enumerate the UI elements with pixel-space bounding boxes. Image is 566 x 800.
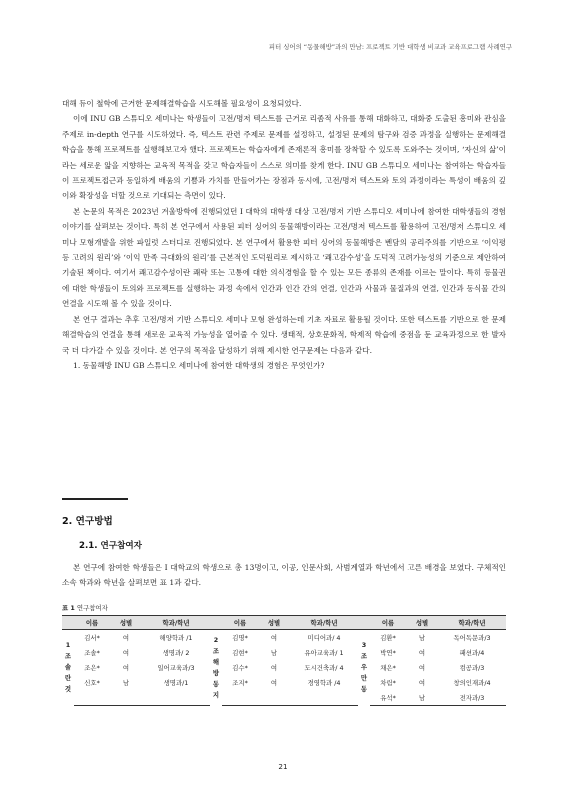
table-row [62,675,506,690]
body-paragraph: 대해 듀이 철학에 근거한 문제해결학습을 시도해볼 필요성이 요청되었다. [62,99,302,108]
participant-dept: 일어교육과/3 [157,664,195,672]
col-header-gender: 성별 [110,616,142,630]
group-label-char: 지 [212,690,220,699]
section-heading: 2. 연구방법 [62,516,113,527]
body-paragraph: 본 연구 결과는 추후 고전/명저 기반 스튜디오 세미나 모형 완성하는데 기초 자료로 활용될 것이다. 또한 텍스트를 기반으로 한 문제해결학습의 연결을 통해 새로운 교육적 가능성을 열어줄 수 있다. 생태적, 상호문화적, 학제적 학습에 중점을 둔 교육과정으로 한 발자국 더 다가갈 수 있을 것이다. 본 연구의 목적을 달성하기 위해 제시한 연구문제는 다음과 같다. [62,314,506,355]
participant-name: 박연* [380,649,396,657]
participant-gender: 여 [270,679,278,687]
participant-dept: 생명과/ 2 [162,649,190,657]
col-header-gender: 성별 [258,616,290,630]
group-label [358,630,370,706]
participant-dept: 도시건축과/ 4 [304,664,344,672]
table-row [62,645,506,660]
group-label-char: 조 [64,652,72,661]
body-paragraph: 이에 INU GB 스튜디오 세미나는 학생들이 고전/명저 텍스트를 근거로 리좀적 사유를 통해 대화하고, 대화중 도출된 흥미와 관심을 주제로 in-depth 연구를 시도하였다. 즉, 텍스트 관련 주제로 문제를 설정하고, 설정된 문제의 탐구와 검증 과정을 실행하는 문제해결학습을 통해 프로젝트를 실행해보고자 했다. 프로젝트는 학습자에게 존재론적 흥미를 장착할 수 있도록 도와주는 것이며, ‘자신의 삶’이라는 세로운 앎을 지향하는 교육적 목적을 갖고 학습자들이 스스로 의미를 찾게 한다. INU GB 스튜디오 세미나는 참여하는 학습자들이 프로젝트접근과 동일하게 배움의 기쁨과 가치를 만들어가는 장점과 동시에, 고전/명저 텍스트와 토의 과정이라는 특성이 배움의 깊이와 확장성을 더할 것으로 기대되는 측면이 있다. [62,114,506,201]
participant-dept: 생명과/1 [163,679,189,687]
group-label-char: 우 [360,663,368,672]
participant-gender: 여 [418,679,426,687]
group-label-char: 2 [213,635,219,644]
subsection-heading: 2.1. 연구참여자 [79,541,142,551]
participant-name [74,690,110,706]
table-header-row [62,616,506,630]
group-label-char: 란 [64,674,72,683]
participant-gender: 여 [270,664,278,672]
participant-gender: 여 [122,664,130,672]
participant-dept: 창의인재과/4 [453,679,491,687]
participant-name: 김수* [232,664,248,672]
participant-gender: 남 [270,649,278,657]
participant-dept: 유아교육과/ 1 [304,649,344,657]
participant-name [222,690,258,706]
participant-name: 김서* [84,634,100,642]
group-label-char: 동 [212,679,220,688]
participant-dept: 경영학과 /4 [307,679,341,687]
participant-dept: 독어독문과/3 [453,634,491,642]
participant-name: 조지* [232,679,248,687]
participant-gender: 여 [122,649,130,657]
table-row [62,660,506,675]
body-paragraph: 본 논문의 목적은 2023년 겨울방학에 진행되었던 I 대학의 대학생 대상 고전/명저 기반 스튜디오 세미나에 참여한 대학생들의 경험 이야기를 살펴보는 것이다. 특히 본 연구에서 사용된 피터 싱어의 동물해방이라는 고전/명저 텍스트를 활용하여 고전/명저 스튜디오 세미나 모형개발을 위한 파일럿 스터디로 진행되었다. 본 연구에서 활용한 피터 싱어의 동물해방은 벤담의 공리주의를 기반으로 ‘이익평등 고려의 원리’와 ‘이익 만족 극대화의 원리’를 근본적인 도덕원리로 제시하고 ‘쾌고감수성’을 도덕적 고려가능성의 기준으로 제안하여 기술된 책이다. 여기서 쾌고감수성이란 쾌락 또는 고통에 대한 의식경험을 할 수 있는 모든 종류의 존재를 이르는 말이다. 특히 등물권에 대한 학생들이 토의와 프로젝트를 실행하는 과정 속에서 인간과 인간 간의 연결, 인간과 사물과 물질과의 연결, 인간과 동식물 간의 연결을 시도해 볼 수 있을 것이다. [62,206,506,309]
group-label-char: 조 [212,646,220,655]
participant-gender: 여 [270,634,278,642]
group-label-char: 것 [64,685,72,694]
participant-gender: 남 [122,679,130,687]
col-header-dept: 학과/학년 [438,616,506,630]
participant-dept [142,690,210,706]
participant-name: 김현* [232,649,248,657]
group-label [210,630,222,706]
section-text [62,560,506,591]
participant-name: 김명* [232,634,248,642]
participant-name: 채은* [380,664,396,672]
table-caption-text: 연구참여자 [76,604,108,612]
participant-name: 차림* [380,679,396,687]
section-rule [62,498,128,500]
participant-name: 유석* [370,690,406,706]
research-question: 1. 동물해방 INU GB 스튜디오 세미나에 참여한 대학생의 경험은 무엇인가? [73,360,325,370]
participant-gender [110,690,142,706]
table-row [62,630,506,646]
group-label-char: 솔 [64,663,72,672]
participant-dept: 컴공과/3 [459,664,485,672]
participant-dept: 패션과/4 [459,649,485,657]
group-label-char: 해 [212,657,220,666]
group-label-char: 동 [360,685,368,694]
participant-gender: 남 [418,634,426,642]
group-label-char: 만 [360,674,368,683]
participant-name: 조은* [84,664,100,672]
participant-gender: 남 [406,690,438,706]
body-text [62,96,506,373]
col-header-dept: 학과/학년 [290,616,358,630]
participant-gender: 여 [418,664,426,672]
group-label-char: 방 [212,668,220,677]
table-caption-label: 표 1 [62,604,75,612]
col-header-dept: 학과/학년 [142,616,210,630]
participant-name: 조솔* [84,649,100,657]
participant-dept: 미디어과/ 4 [307,634,341,642]
page-number: 21 [278,762,288,771]
col-header-name: 이름 [370,616,406,630]
participant-gender: 여 [122,634,130,642]
participant-gender [258,690,290,706]
col-header-gender: 성별 [406,616,438,630]
col-header-name: 이름 [222,616,258,630]
participant-dept: 전자과/3 [438,690,506,706]
group-label-char: 3 [361,641,367,650]
participant-gender: 여 [418,649,426,657]
section-paragraph: 본 연구에 참여한 학생들은 I 대학교의 학생으로 총 13명이고, 이공, 인문사회, 사범계열과 학년에서 고른 배경을 보였다. 구체적인 소속 학과와 학년을 살펴보면 표 1과 같다. [62,563,506,588]
running-header: 피터 싱어의 “동물해방”과의 만남: 프로젝트 기반 대학생 비교과 교육프로그램 사례연구 [268,43,512,51]
participants-table [62,615,506,706]
participant-name: 김환* [380,634,396,642]
table-caption [62,603,108,612]
participant-dept [290,690,358,706]
group-label [62,630,74,706]
group-label-char: 조 [360,652,368,661]
participant-dept: 해양학과 /1 [159,634,193,642]
col-header-name: 이름 [74,616,110,630]
participant-name: 신호* [84,679,100,687]
table-row [62,690,506,706]
group-label-char: 1 [65,641,71,650]
